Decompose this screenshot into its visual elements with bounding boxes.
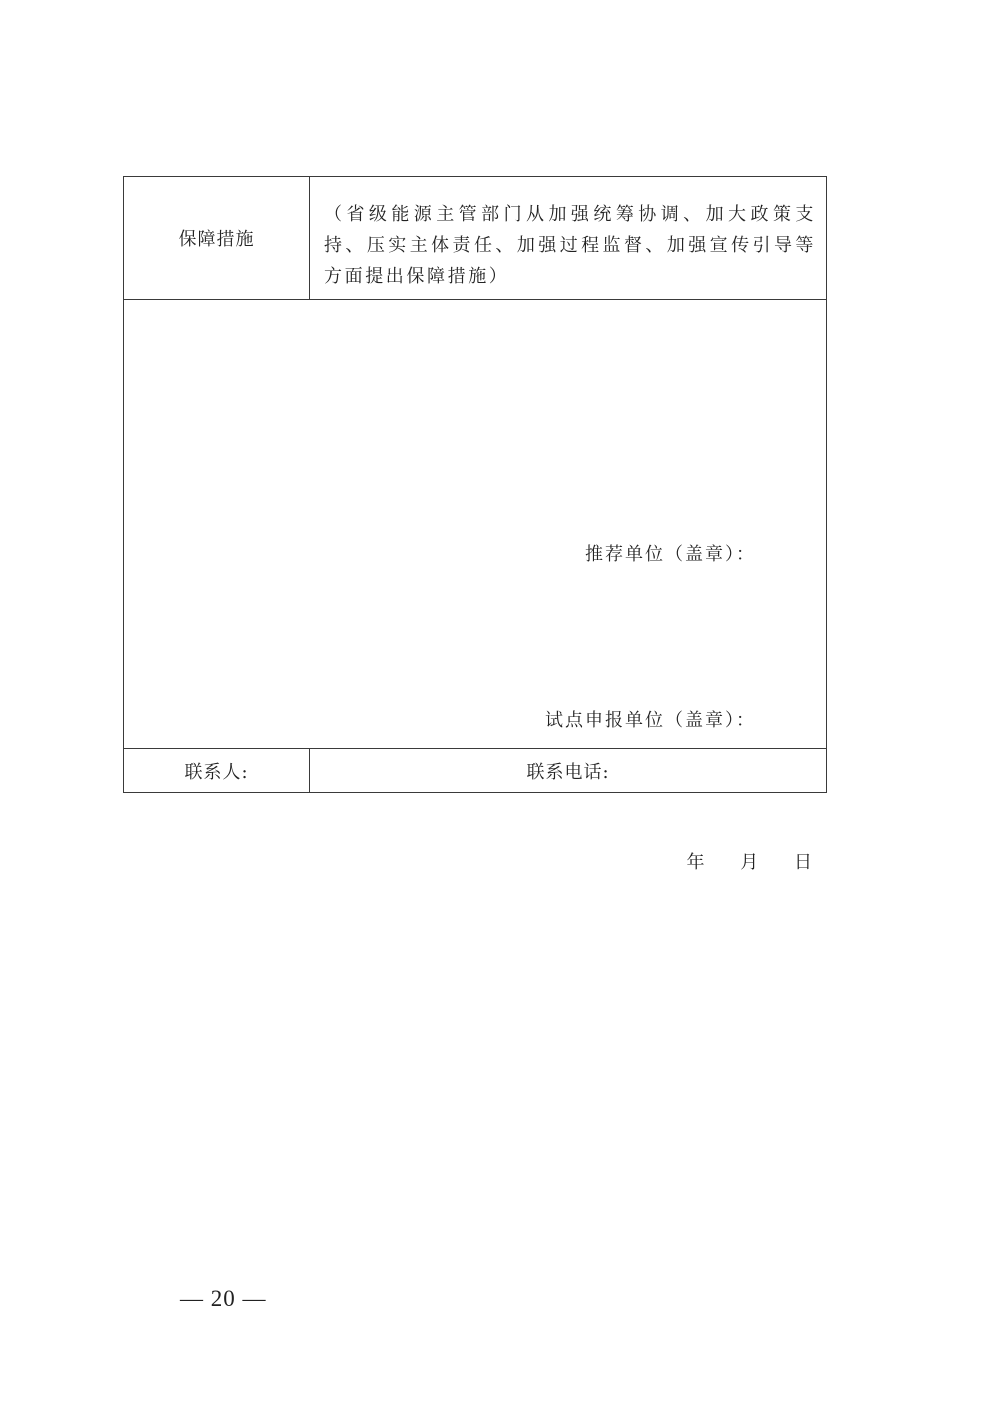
contact-phone-label: 联系电话:: [526, 761, 610, 783]
safeguard-measures-row: [124, 177, 826, 300]
contact-person-label: 联系人:: [124, 749, 310, 792]
contact-row: [124, 749, 826, 792]
page-number: — 20 —: [180, 1286, 267, 1311]
safeguard-measures-label: 保障措施: [124, 177, 310, 299]
signature-date: [671, 848, 814, 874]
date-day-label: 日: [794, 852, 814, 873]
safeguard-measures-description: （省级能源主管部门从加强统筹协调、加大政策支持、压实主体责任、加强过程监督、加强宣传引导等方面提出保障措施）: [324, 204, 816, 287]
recommend-unit-seal-label: 推荐单位（盖章）：: [585, 544, 756, 565]
date-month-label: 月: [740, 852, 761, 873]
application-form-table: [123, 176, 827, 873]
applicant-unit-seal-label: 试点申报单位（盖章）：: [545, 710, 756, 731]
date-year-label: 年: [686, 852, 707, 873]
